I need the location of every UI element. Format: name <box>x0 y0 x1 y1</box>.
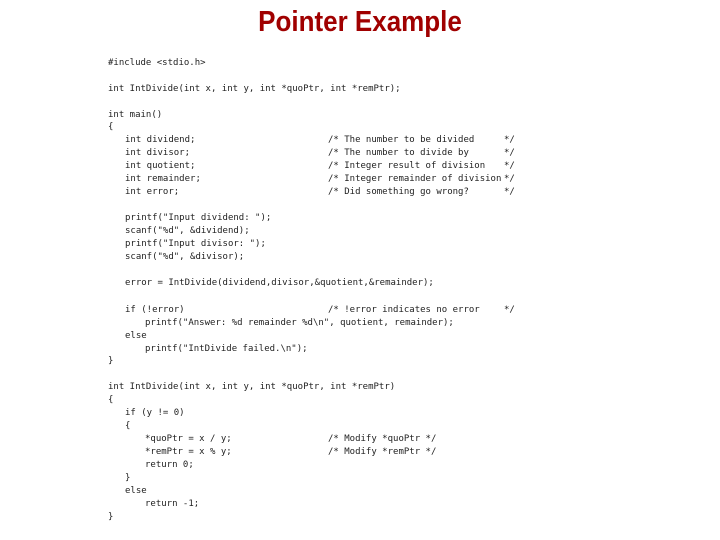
code-comment: /* The number to divide by <box>328 148 469 158</box>
code-line: printf("Answer: %d remainder %d\n", quotient, remainder); <box>145 318 454 328</box>
slide-title: Pointer Example <box>258 4 462 38</box>
comment-end: */ <box>504 148 515 158</box>
code-line: } <box>108 512 114 522</box>
code-line: if (!error) <box>125 305 185 315</box>
code-line: int IntDivide(int x, int y, int *quoPtr, int *remPtr); <box>108 84 401 94</box>
comment-end: */ <box>504 161 515 171</box>
code-line: else <box>125 486 147 496</box>
code-line: if (y != 0) <box>125 408 185 418</box>
code-line: printf("IntDivide failed.\n"); <box>145 344 308 354</box>
comment-end: */ <box>504 174 515 184</box>
comment-end: */ <box>504 305 515 315</box>
code-comment: /* Integer result of division <box>328 161 486 171</box>
code-line: scanf("%d", &dividend); <box>125 226 250 236</box>
code-comment: /* !error indicates no error <box>328 305 480 315</box>
code-line: return -1; <box>145 499 200 509</box>
code-line: { <box>108 395 114 405</box>
code-line: printf("Input divisor: "); <box>125 239 266 249</box>
code-line: int IntDivide(int x, int y, int *quoPtr, int *remPtr) <box>108 382 396 392</box>
code-line: scanf("%d", &divisor); <box>125 252 245 262</box>
code-line: { <box>125 421 131 431</box>
code-line: { <box>108 122 114 132</box>
code-comment: /* Integer remainder of division <box>328 174 502 184</box>
code-line: #include <stdio.h> <box>108 58 206 68</box>
code-line: else <box>125 331 147 341</box>
code-line: error = IntDivide(dividend,divisor,&quotient,&remainder); <box>125 278 434 288</box>
code-line: } <box>125 473 131 483</box>
code-line: int dividend; <box>125 135 196 145</box>
code-comment: /* Modify *remPtr */ <box>328 447 437 457</box>
code-line: int error; <box>125 187 180 197</box>
code-comment: /* Did something go wrong? <box>328 187 469 197</box>
comment-end: */ <box>504 187 515 197</box>
code-line: printf("Input dividend: "); <box>125 213 272 223</box>
code-comment: /* The number to be divided <box>328 135 475 145</box>
code-line: int remainder; <box>125 174 201 184</box>
code-line: int main() <box>108 110 163 120</box>
code-line: } <box>108 356 114 366</box>
code-line: *remPtr = x % y; <box>145 447 232 457</box>
code-line: return 0; <box>145 460 194 470</box>
code-line: int divisor; <box>125 148 191 158</box>
comment-end: */ <box>504 135 515 145</box>
code-line: *quoPtr = x / y; <box>145 434 232 444</box>
code-comment: /* Modify *quoPtr */ <box>328 434 437 444</box>
code-line: int quotient; <box>125 161 196 171</box>
